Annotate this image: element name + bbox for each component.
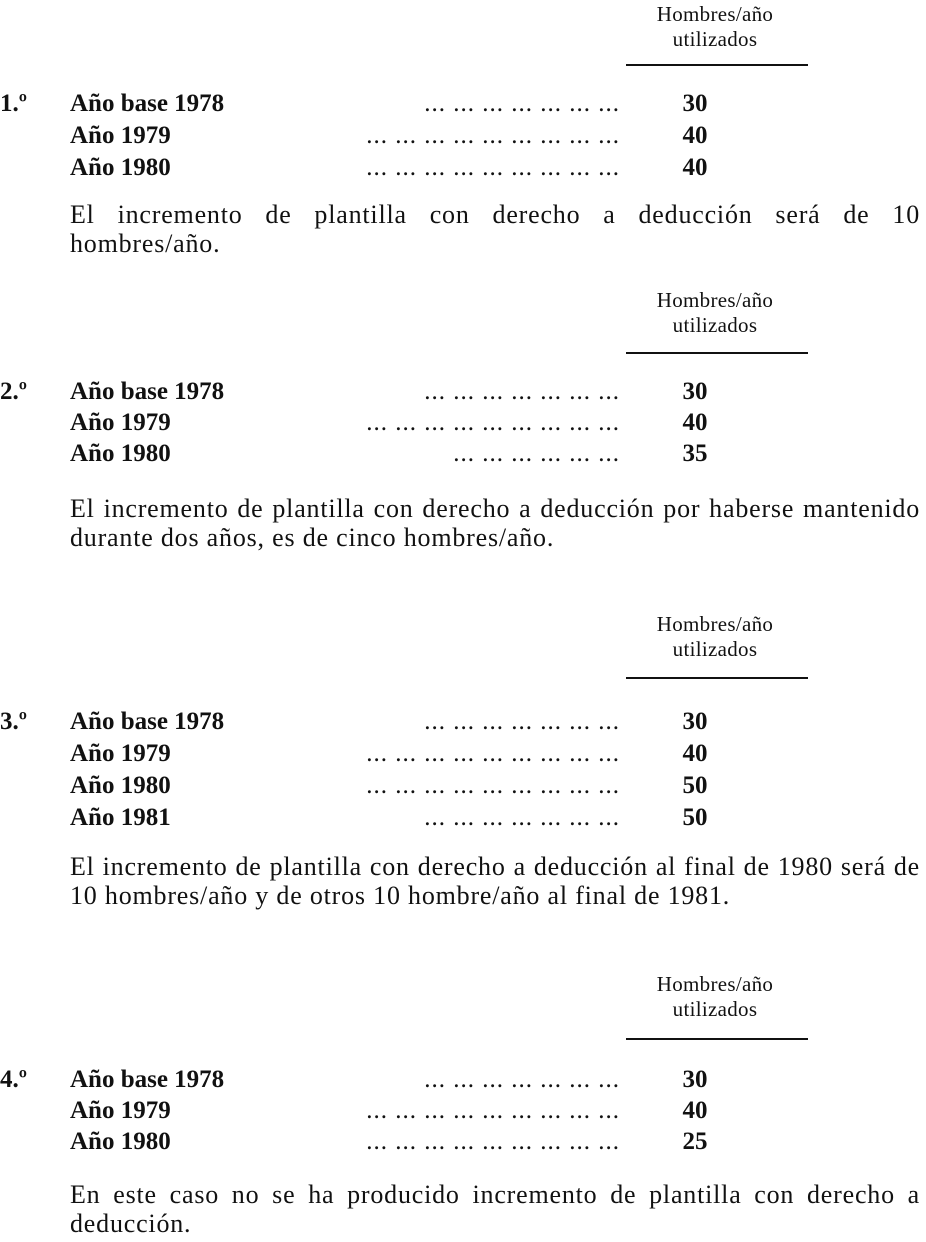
row-value: 35 (682, 440, 708, 467)
column-header-line-2: utilizados (672, 313, 758, 337)
column-header-line-2: utilizados (672, 637, 758, 661)
dot-leader: ... ... ... ... ... ... ... (424, 804, 620, 831)
column-rule (626, 352, 808, 354)
row-value: 30 (682, 708, 708, 735)
row-label: Año base 1978 (70, 708, 225, 735)
table-row (0, 804, 926, 838)
column-header-line-1: Hombres/año (656, 2, 774, 26)
table-row (0, 740, 926, 774)
dot-leader: ... ... ... ... ... ... ... ... ... (366, 122, 620, 149)
example-number: 3.º (0, 708, 28, 735)
table-row (0, 440, 926, 474)
row-value: 40 (682, 740, 708, 767)
table-row (0, 708, 926, 742)
dot-leader: ... ... ... ... ... ... ... ... ... (366, 154, 620, 181)
row-value: 30 (682, 90, 708, 117)
example-number: 4.º (0, 1066, 28, 1093)
dot-leader: ... ... ... ... ... ... (453, 440, 620, 467)
example-number: 1.º (0, 90, 28, 117)
table-row (0, 378, 926, 412)
column-header (600, 288, 830, 338)
row-label: Año base 1978 (70, 1066, 225, 1093)
explanation-paragraph: El incremento de plantilla con derecho a deducción al final de 1980 será de 10 hombres/año y de otros 10 hombre/año al final de 1981. (70, 852, 920, 910)
dot-leader: ... ... ... ... ... ... ... (424, 1066, 620, 1093)
column-header-line-2: utilizados (672, 27, 758, 51)
row-label: Año 1980 (70, 1128, 171, 1155)
dot-leader: ... ... ... ... ... ... ... ... ... (366, 409, 620, 436)
column-header (600, 972, 830, 1022)
column-header (600, 612, 830, 662)
table-row (0, 409, 926, 443)
dot-leader: ... ... ... ... ... ... ... (424, 708, 620, 735)
row-label: Año 1981 (70, 804, 171, 831)
explanation-paragraph: El incremento de plantilla con derecho a deducción por haberse mantenido durante dos años, es de cinco hombres/año. (70, 494, 920, 552)
row-value: 30 (682, 378, 708, 405)
dot-leader: ... ... ... ... ... ... ... ... ... (366, 740, 620, 767)
row-value: 40 (682, 154, 708, 181)
row-label: Año 1980 (70, 154, 171, 181)
dot-leader: ... ... ... ... ... ... ... (424, 90, 620, 117)
table-row (0, 90, 926, 124)
table-row (0, 772, 926, 806)
column-rule (626, 64, 808, 66)
explanation-paragraph: El incremento de plantilla con derecho a deducción será de 10 hombres/año. (70, 200, 920, 258)
column-rule (626, 1038, 808, 1040)
row-value: 40 (682, 1097, 708, 1124)
row-value: 40 (682, 122, 708, 149)
row-value: 50 (682, 804, 708, 831)
table-row (0, 1097, 926, 1131)
column-header (600, 2, 830, 52)
row-label: Año base 1978 (70, 378, 225, 405)
column-header-line-1: Hombres/año (656, 288, 774, 312)
row-label: Año 1979 (70, 122, 171, 149)
row-value: 40 (682, 409, 708, 436)
row-label: Año 1979 (70, 740, 171, 767)
row-label: Año base 1978 (70, 90, 225, 117)
row-value: 25 (682, 1128, 708, 1155)
row-value: 50 (682, 772, 708, 799)
column-header-line-1: Hombres/año (656, 612, 774, 636)
explanation-paragraph: En este caso no se ha producido incremento de plantilla con derecho a deducción. (70, 1180, 920, 1238)
dot-leader: ... ... ... ... ... ... ... ... ... (366, 772, 620, 799)
row-label: Año 1979 (70, 1097, 171, 1124)
dot-leader: ... ... ... ... ... ... ... ... ... (366, 1097, 620, 1124)
table-row (0, 122, 926, 156)
row-label: Año 1980 (70, 440, 171, 467)
column-header-line-1: Hombres/año (656, 972, 774, 996)
row-label: Año 1979 (70, 409, 171, 436)
dot-leader: ... ... ... ... ... ... ... (424, 378, 620, 405)
table-row (0, 1128, 926, 1162)
row-label: Año 1980 (70, 772, 171, 799)
dot-leader: ... ... ... ... ... ... ... ... ... (366, 1128, 620, 1155)
column-header-line-2: utilizados (672, 997, 758, 1021)
example-number: 2.º (0, 378, 28, 405)
column-rule (626, 677, 808, 679)
table-row (0, 154, 926, 188)
table-row (0, 1066, 926, 1100)
row-value: 30 (682, 1066, 708, 1093)
